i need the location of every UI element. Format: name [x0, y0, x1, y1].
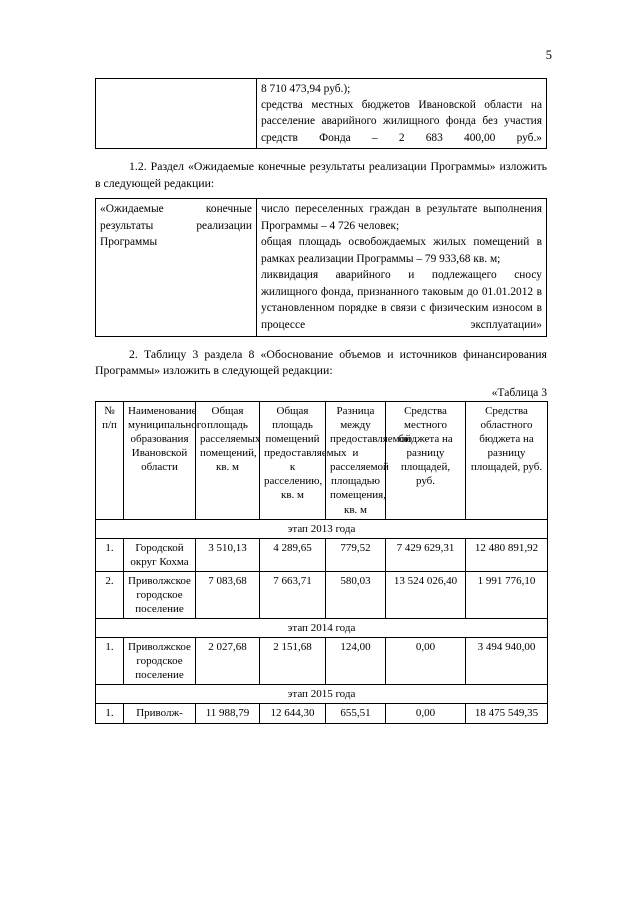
row-value-3: 7 429 629,31 — [386, 538, 466, 571]
row-name: Приволжское городское поселение — [124, 638, 196, 685]
row-value-1: 2 151,68 — [260, 638, 326, 685]
row-value-0: 11 988,79 — [196, 704, 260, 723]
expected-results-table — [95, 198, 547, 336]
fragment-table — [95, 78, 547, 149]
table-row — [96, 199, 547, 336]
expected-results-key: «Ожидаемые конечные результаты реализации Программы — [96, 199, 257, 336]
row-value-3: 13 524 026,40 — [386, 571, 466, 618]
row-value-4: 18 475 549,35 — [466, 704, 548, 723]
fragment-left-cell — [96, 79, 257, 149]
expected-line-1: число переселенных граждан в результате выполнения Программы – 4 726 человек; — [261, 203, 542, 232]
col-header-3: Общая площадь помещений предоставляемых к расселению, кв. м — [260, 402, 326, 520]
expected-line-2: общая площадь освобождаемых жилых помещений в рамках реализации Программы – 79 933,68 кв. м; — [261, 236, 542, 265]
stage-label-2014: этап 2014 года — [96, 619, 548, 638]
table-row — [96, 79, 547, 149]
paragraph-1-2: 1.2. Раздел «Ожидаемые конечные результаты реализации Программы» изложить в следующей редакции: — [95, 158, 547, 190]
table-caption: «Таблица 3 — [491, 386, 547, 399]
col-header-5: Средства местного бюджета на разницу площадей, руб. — [386, 402, 466, 520]
row-name: Городской округ Кохма — [124, 538, 196, 571]
fragment-line-2: средства местных бюджетов Ивановской области на расселение аварийного жилищного фонда без участия средств Фонда – 2 683 400,00 руб.» — [261, 99, 542, 144]
col-header-4: Разница между предоставляемой и расселяемой площадью помещения, кв. м — [326, 402, 386, 520]
row-value-3: 0,00 — [386, 704, 466, 723]
row-value-0: 7 083,68 — [196, 571, 260, 618]
row-value-2: 779,52 — [326, 538, 386, 571]
row-value-2: 580,03 — [326, 571, 386, 618]
row-number: 1. — [96, 638, 124, 685]
row-value-0: 2 027,68 — [196, 638, 260, 685]
table-row — [96, 704, 548, 723]
row-value-0: 3 510,13 — [196, 538, 260, 571]
stage-label-2015: этап 2015 года — [96, 685, 548, 704]
row-value-2: 655,51 — [326, 704, 386, 723]
row-value-4: 12 480 891,92 — [466, 538, 548, 571]
financing-table — [95, 401, 548, 724]
row-number: 2. — [96, 571, 124, 618]
expected-results-value — [257, 199, 547, 336]
row-value-3: 0,00 — [386, 638, 466, 685]
row-value-1: 4 289,65 — [260, 538, 326, 571]
col-header-2: Общая площадь расселяемых помещений, кв. м — [196, 402, 260, 520]
page-number: 5 — [545, 48, 552, 62]
table-row — [96, 638, 548, 685]
row-name: Приволж- — [124, 704, 196, 723]
paragraph-2: 2. Таблицу 3 раздела 8 «Обоснование объемов и источников финансирования Программы» изложить в следующей редакции: — [95, 346, 547, 378]
stage-row — [96, 685, 548, 704]
col-header-1: Наименование муниципального образования Ивановской области — [124, 402, 196, 520]
col-header-6: Средства областного бюджета на разницу площадей, руб. — [466, 402, 548, 520]
col-header-0: № п/п — [96, 402, 124, 520]
row-value-1: 7 663,71 — [260, 571, 326, 618]
row-value-4: 3 494 940,00 — [466, 638, 548, 685]
row-number: 1. — [96, 538, 124, 571]
row-value-1: 12 644,30 — [260, 704, 326, 723]
fragment-right-cell — [257, 79, 547, 149]
table-row — [96, 571, 548, 618]
page-content — [95, 78, 547, 724]
row-value-2: 124,00 — [326, 638, 386, 685]
stage-label-2013: этап 2013 года — [96, 519, 548, 538]
stage-row — [96, 519, 548, 538]
stage-row — [96, 619, 548, 638]
row-name: Приволжское городское поселение — [124, 571, 196, 618]
fragment-line-1: 8 710 473,94 руб.); — [261, 83, 351, 95]
expected-line-3: ликвидация аварийного и подлежащего сносу жилищного фонда, признанного таковым до 01.01.2012 в установленном порядке в связи с физическим износом в процессе эксплуатации» — [261, 269, 542, 331]
table-header-row — [96, 402, 548, 520]
row-value-4: 1 991 776,10 — [466, 571, 548, 618]
row-number: 1. — [96, 704, 124, 723]
table-row — [96, 538, 548, 571]
